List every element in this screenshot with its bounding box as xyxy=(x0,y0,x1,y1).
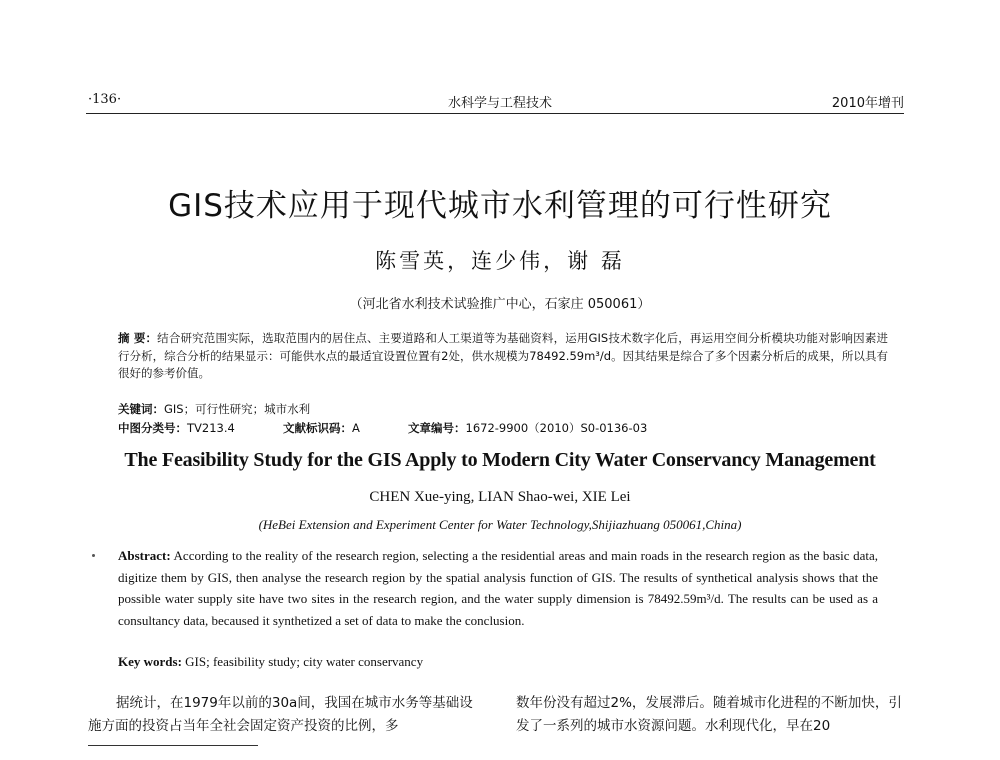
chinese-authors: 陈雪英，连少伟，谢 磊 xyxy=(375,249,625,273)
chinese-abstract-label: 摘 要： xyxy=(118,331,158,345)
chinese-keywords xyxy=(118,401,310,417)
journal-name: 水科学与工程技术 xyxy=(447,96,552,111)
chinese-title: GIS技术应用于现代城市水利管理的可行性研究 xyxy=(168,188,832,224)
english-authors: CHEN Xue-ying, LIAN Shao-wei, XIE Lei xyxy=(369,489,631,505)
header-rule xyxy=(86,113,904,114)
article-value: 1672-9900（2010）S0-0136-03 xyxy=(465,421,648,435)
english-keywords xyxy=(118,654,423,670)
doc-label: 文献标识码： xyxy=(283,421,352,435)
english-keywords-label: Key words: xyxy=(118,654,182,669)
english-abstract xyxy=(118,545,878,631)
page-number: ·136· xyxy=(88,92,122,107)
footnote-rule xyxy=(88,745,258,746)
english-affiliation: (HeBei Extension and Experiment Center for Water Technology,Shijiazhuang 050061,China) xyxy=(258,517,742,532)
margin-dot xyxy=(92,554,95,557)
english-title: The Feasibility Study for the GIS Apply to Modern City Water Conservancy Management xyxy=(124,449,876,471)
journal-issue: 2010年增刊 xyxy=(831,96,904,111)
chinese-affiliation: （河北省水利技术试验推广中心，石家庄 050061） xyxy=(349,297,651,312)
english-keywords-text: GIS; feasibility study; city water conservancy xyxy=(185,654,424,669)
clc-number xyxy=(118,420,283,436)
body-column-left: 据统计，在1979年以前的30a间，我国在城市水务等基础设施方面的投资占当年全社会固定资产投资的比例，多 xyxy=(88,695,473,734)
english-abstract-text: According to the reality of the research region, selecting a the residential areas and main roads in the research region as the basic data, digitize them by GIS, then analyse the research region by the spatial analysis function of GIS. The results of synthetical analysis shows that the possible water supply site have two sites in the research region, and the water supply dimension is 78492.59m³/d. The results can be used as a consultancy data, becaused it synthetized a set of data to make the conclusion. xyxy=(118,548,878,628)
doc-value: A xyxy=(352,421,360,435)
body-column-right: 数年份没有超过2%，发展滞后。随着城市化进程的不断加快，引发了一系列的城市水资源问题。水利现代化，早在20 xyxy=(516,695,902,734)
chinese-keywords-label: 关键词： xyxy=(118,402,164,416)
classification-line xyxy=(118,420,647,436)
clc-label: 中图分类号： xyxy=(118,421,187,435)
clc-value: TV213.4 xyxy=(187,421,235,435)
article-label: 文章编号： xyxy=(408,421,466,435)
chinese-abstract xyxy=(118,330,888,383)
document-code xyxy=(283,420,408,436)
english-abstract-label: Abstract: xyxy=(118,548,171,563)
chinese-keywords-text: GIS；可行性研究；城市水利 xyxy=(164,402,311,416)
chinese-abstract-text: 结合研究范围实际，选取范围内的居住点、主要道路和人工渠道等为基础资料，运用GIS技术数字化后，再运用空间分析模块功能对影响因素进行分析，综合分析的结果显示：可能供水点的最适宜设置位置有2处，供水规模为78492.59m³/d。因其结果是综合了多个因素分析后的成果，所以具有很好的参考价值。 xyxy=(118,331,888,380)
article-number xyxy=(408,420,647,436)
